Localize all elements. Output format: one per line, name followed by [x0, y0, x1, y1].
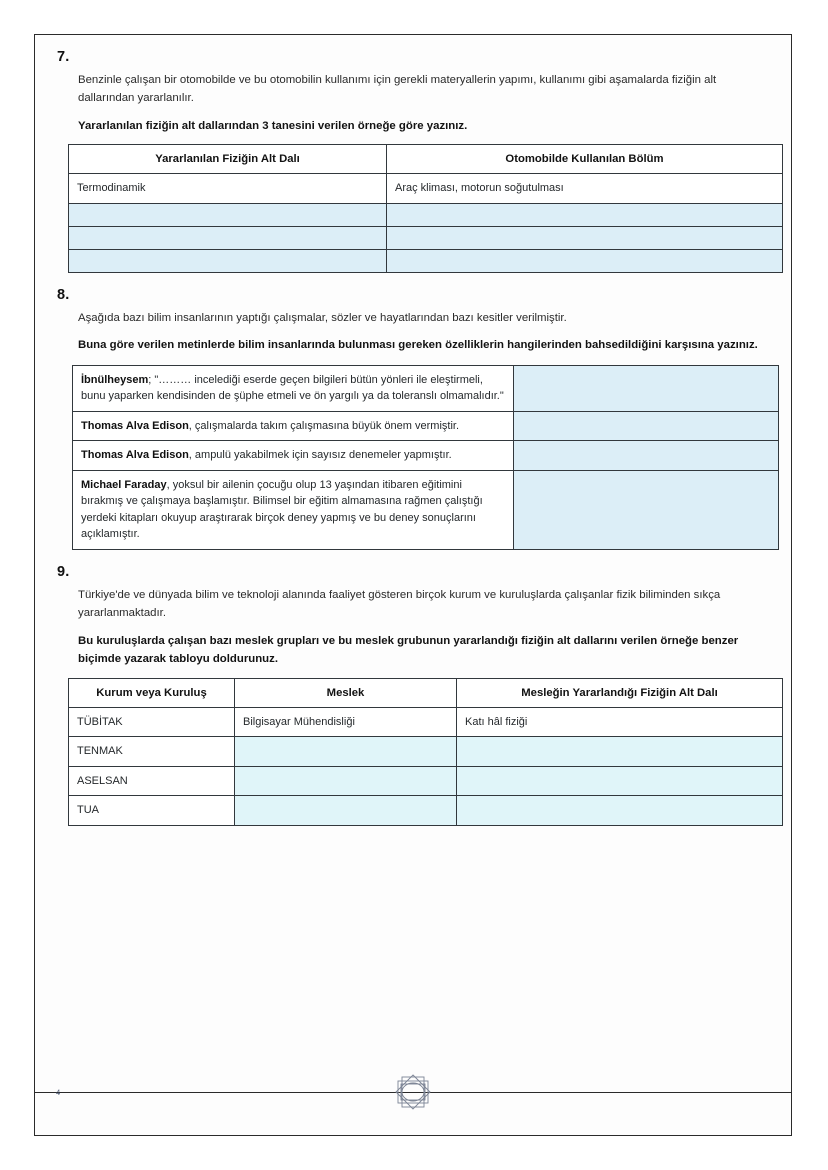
cell-institution: TÜBİTAK: [69, 707, 235, 737]
answer-cell-physics-branch[interactable]: [457, 796, 783, 826]
cell-institution: TENMAK: [69, 737, 235, 767]
worksheet-page: [34, 34, 792, 1136]
answer-cell-trait[interactable]: [514, 411, 779, 441]
cell-scientist-text: [73, 441, 514, 471]
cell-profession: Bilgisayar Mühendisliği: [235, 707, 457, 737]
scientist-description: , ampulü yakabilmek için sayısız denemeler yapmıştır.: [188, 449, 452, 462]
question-8-table: [72, 365, 779, 550]
question-8-instruction: Buna göre verilen metinlerde bilim insanlarında bulunması gereken özelliklerin hangilerinden bahsedildiğini karşısına yazınız.: [78, 339, 758, 352]
scientist-description: , çalışmalarda takım çalışmasına büyük önem vermiştir.: [188, 419, 460, 432]
answer-cell-physics-branch[interactable]: [457, 766, 783, 796]
answer-cell-profession[interactable]: [235, 766, 457, 796]
column-header-institution: Kurum veya Kuruluş: [69, 678, 235, 707]
table-row: [73, 470, 779, 549]
question-8-body: [57, 309, 769, 355]
table-row: [73, 411, 779, 441]
page-content: [35, 35, 791, 1135]
spacer: [57, 273, 769, 287]
table-row: [69, 174, 783, 204]
cell-institution: TUA: [69, 796, 235, 826]
scientist-description: , yoksul bir ailenin çocuğu olup 13 yaşından itibaren eğitimini bırakmış ve çalışmaya başlamıştır. Bilimsel bir eğitim almamasına rağmen çalıştığı yerdeki kitapları okuyup araştırarak birçok deney yapmış ve bu deney sonuçlarını açıklamıştır.: [81, 478, 483, 541]
answer-cell-profession[interactable]: [235, 796, 457, 826]
answer-cell-trait[interactable]: [514, 365, 779, 411]
page-footer: [35, 1069, 791, 1115]
table-row: [69, 707, 783, 737]
answer-cell-car-part[interactable]: [387, 203, 783, 226]
cell-scientist-text: [73, 470, 514, 549]
cell-scientist-text: [73, 411, 514, 441]
answer-cell-car-part[interactable]: [387, 249, 783, 272]
question-9-number: 9.: [57, 563, 70, 580]
column-header-profession: Meslek: [235, 678, 457, 707]
scientist-name: Thomas Alva Edison: [81, 449, 189, 462]
page-number-ornament-icon: [390, 1069, 436, 1115]
question-9-intro: Türkiye'de ve dünyada bilim ve teknoloji alanında faaliyet gösteren birçok kurum ve kuruluşlarda çalışanlar fizik biliminden sıkça yararlanmaktadır.: [78, 588, 721, 620]
table-row: [69, 766, 783, 796]
question-7-number: 7.: [57, 49, 70, 65]
question-9-body: [57, 586, 769, 669]
table-row: [73, 365, 779, 411]
answer-cell-trait[interactable]: [514, 470, 779, 549]
cell-scientist-text: [73, 365, 514, 411]
table-row: [69, 737, 783, 767]
scientist-name: İbnülheysem: [81, 373, 149, 386]
page-number: 4: [55, 1087, 61, 1097]
question-8: [57, 287, 769, 550]
table-header-row: [69, 678, 783, 707]
spacer: [57, 550, 769, 564]
scientist-name: Michael Faraday: [81, 478, 167, 491]
cell-sub-branch: Termodinamik: [69, 174, 387, 204]
answer-cell-trait[interactable]: [514, 441, 779, 471]
question-7-body: [57, 71, 769, 135]
answer-cell-profession[interactable]: [235, 737, 457, 767]
question-7-intro: Benzinle çalışan bir otomobilde ve bu otomobilin kullanımı için gerekli materyallerin yapımı, kullanımı gibi aşamalarda fiziğin alt dallarından yararlanılır.: [78, 74, 717, 105]
answer-cell-sub-branch[interactable]: [69, 249, 387, 272]
question-7: [57, 49, 769, 273]
answer-cell-physics-branch[interactable]: [457, 737, 783, 767]
column-header-sub-branch: Yararlanılan Fiziğin Alt Dalı: [69, 145, 387, 174]
table-row: [73, 441, 779, 471]
table-row: [69, 226, 783, 249]
question-7-table: [68, 144, 783, 273]
question-8-number: 8.: [57, 286, 70, 303]
question-9-table: [68, 678, 783, 826]
scientist-name: Thomas Alva Edison: [81, 419, 189, 432]
question-9-instruction: Bu kuruluşlarda çalışan bazı meslek grupları ve bu meslek grubunun yararlandığı fiziğin alt dallarını verilen örneğe benzer biçimde yazarak tabloyu doldurunuz.: [78, 634, 739, 666]
question-8-intro: Aşağıda bazı bilim insanlarının yaptığı çalışmalar, sözler ve hayatlarından bazı kesitler verilmiştir.: [78, 311, 567, 324]
answer-cell-sub-branch[interactable]: [69, 226, 387, 249]
cell-car-part: Araç kliması, motorun soğutulması: [387, 174, 783, 204]
scientist-description: ; "……… incelediği eserde geçen bilgileri bütün yönleri ile eleştirmeli, bunu yaparken kendisinden de şüphe etmeli ve ön yargılı ya da toleranslı olmamalıdır.": [81, 373, 504, 403]
question-9: [57, 564, 769, 826]
table-row: [69, 203, 783, 226]
column-header-physics-branch: Mesleğin Yararlandığı Fiziğin Alt Dalı: [457, 678, 783, 707]
table-row: [69, 796, 783, 826]
answer-cell-sub-branch[interactable]: [69, 203, 387, 226]
column-header-car-part: Otomobilde Kullanılan Bölüm: [387, 145, 783, 174]
answer-cell-car-part[interactable]: [387, 226, 783, 249]
table-row: [69, 249, 783, 272]
table-header-row: [69, 145, 783, 174]
question-7-instruction: Yararlanılan fiziğin alt dallarından 3 tanesini verilen örneğe göre yazınız.: [78, 119, 468, 132]
cell-institution: ASELSAN: [69, 766, 235, 796]
cell-physics-branch: Katı hâl fiziği: [457, 707, 783, 737]
